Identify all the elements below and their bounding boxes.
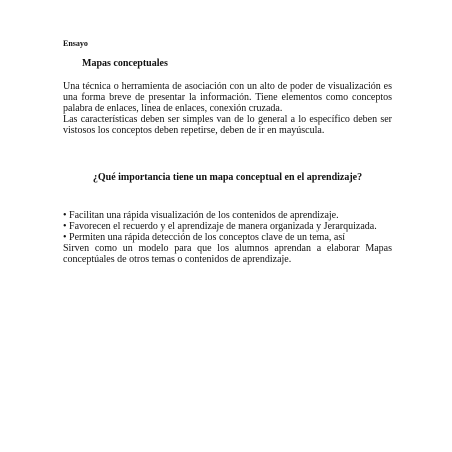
intro-paragraph: Las características deben ser simples van de lo general a lo específico deben ser vistosos los conceptos deben repetirse, deben de ir en mayúscula. xyxy=(63,114,392,136)
section-question-heading: ¿Qué importancia tiene un mapa conceptual en el aprendizaje? xyxy=(92,172,363,183)
bullet-item: • Permiten una rápida detección de los conceptos clave de un tema, así xyxy=(63,232,346,243)
document-title: Mapas conceptuales xyxy=(82,58,168,69)
bullet-item: • Facilitan una rápida visualización de los contenidos de aprendizaje. xyxy=(63,210,339,221)
closing-paragraph: Sirven como un modelo para que los alumnos aprendan a elaborar Mapas conceptúales de otros temas o contenidos de aprendizaje. xyxy=(63,243,392,265)
intro-paragraph: Una técnica o herramienta de asociación con un alto de poder de visualización es una forma breve de presentar la información. Tiene elementos como conceptos palabra de enlaces, línea de enlaces, conexión cruzada. xyxy=(63,81,392,114)
bullet-list xyxy=(63,210,392,265)
document-label: Ensayo xyxy=(63,39,88,48)
intro-section xyxy=(63,81,392,136)
bullet-item: • Favorecen el recuerdo y el aprendizaje de manera organizada y Jerarquizada. xyxy=(63,221,377,232)
